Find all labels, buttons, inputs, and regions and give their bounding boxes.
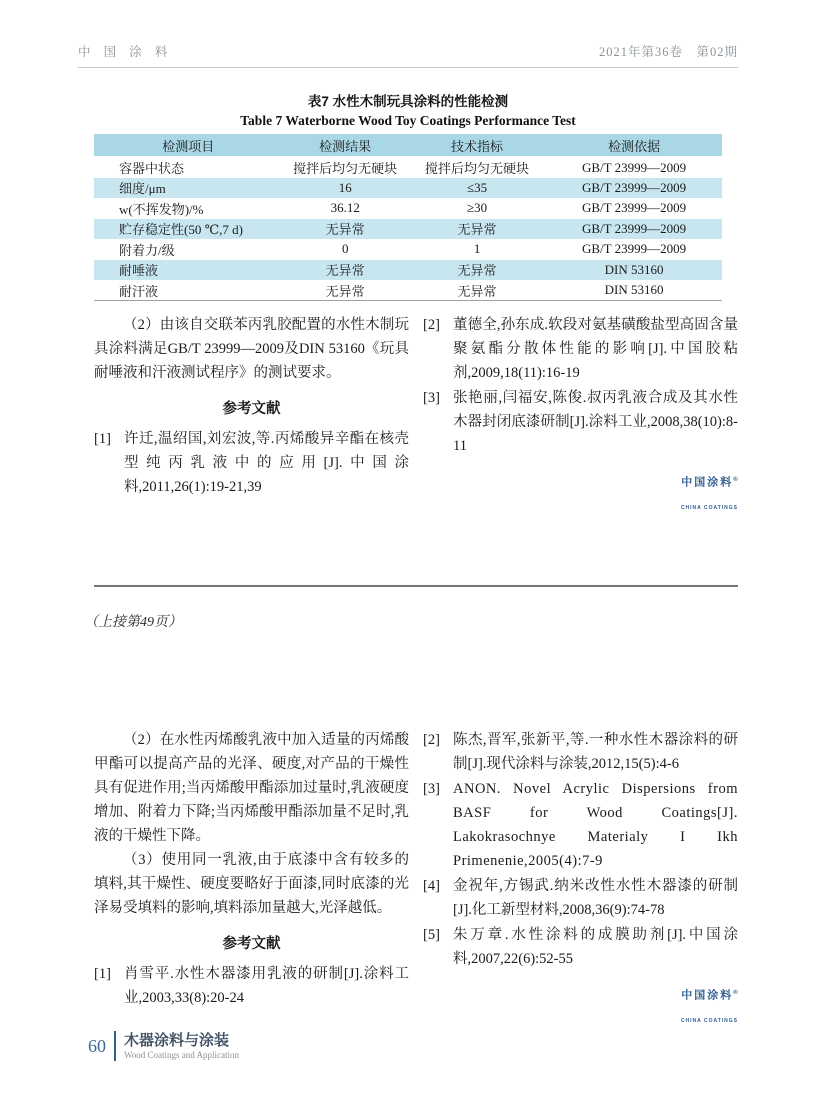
table-row bbox=[94, 239, 722, 260]
logo-text-zh: 中国涂料 bbox=[681, 989, 734, 1002]
section-bottom-right-column bbox=[423, 728, 738, 1033]
column-header: 检测依据 bbox=[546, 134, 722, 157]
references-heading: 参考文献 bbox=[222, 401, 281, 417]
reference-item bbox=[423, 923, 738, 971]
table-caption-zh: 表7 水性木制玩具涂料的性能检测 bbox=[307, 94, 509, 109]
section-top bbox=[94, 313, 738, 520]
table-cell: 无异常 bbox=[408, 280, 546, 301]
table-cell: 无异常 bbox=[325, 222, 365, 238]
reference-item bbox=[423, 313, 738, 385]
column-header: 检测结果 bbox=[282, 134, 408, 157]
footer-journal-title-zh: 木器涂料与涂装 bbox=[124, 1031, 230, 1049]
table-row bbox=[94, 157, 722, 178]
logo-text-zh: 中国涂料 bbox=[681, 476, 734, 489]
continuation-note: （上接第49页） bbox=[84, 615, 182, 630]
table-header-row bbox=[94, 134, 722, 157]
reference-text: 陈杰,晋军,张新平,等.一种水性木器涂料的研制[J].现代涂料与涂装,2012,15(5):4-6 bbox=[453, 732, 738, 772]
reference-text: 许迁,温绍国,刘宏波,等.丙烯酸异辛酯在核壳型纯丙乳液中的应用[J].中国涂料,2011,26(1):19-21,39 bbox=[124, 431, 409, 495]
registered-mark-icon: ® bbox=[733, 477, 738, 483]
reference-text: 董德全,孙东成.软段对氨基磺酸盐型高固含量聚氨酯分散体性能的影响[J].中国胶粘剂,2009,18(11):16-19 bbox=[453, 317, 738, 381]
section-top-right-column bbox=[423, 313, 738, 520]
journal-name: 中 国 涂 料 bbox=[78, 45, 173, 59]
table-cell: w(不挥发物)/% bbox=[119, 201, 204, 217]
table-cell: 无异常 bbox=[325, 263, 365, 279]
reference-number: [1] bbox=[94, 966, 111, 982]
table-row bbox=[94, 178, 722, 199]
reference-number: [1] bbox=[94, 431, 111, 447]
china-coatings-logo bbox=[423, 468, 738, 520]
table-row bbox=[94, 219, 722, 240]
table-cell: GB/T 23999—2009 bbox=[582, 200, 687, 216]
table-cell: 1 bbox=[473, 241, 481, 257]
performance-table bbox=[94, 134, 722, 301]
page-footer bbox=[88, 1031, 239, 1061]
conclusion-paragraph: （2）由该自交联苯丙乳胶配置的水性木制玩具涂料满足GB/T 23999—2009及DIN 53160《玩具耐唾液和汗液测试程序》的测试要求。 bbox=[94, 317, 409, 381]
reference-text: 张艳丽,闫福安,陈俊.叔丙乳液合成及其水性木器封闭底漆研制[J].涂料工业,2008,38(10):8-11 bbox=[453, 390, 738, 454]
section-top-left-column bbox=[94, 313, 409, 520]
table-cell: 容器中状态 bbox=[119, 161, 185, 177]
table-cell: GB/T 23999—2009 bbox=[582, 179, 687, 195]
conclusion-paragraph-2: （2）在水性丙烯酸乳液中加入适量的丙烯酸甲酯可以提高产品的光泽、硬度,对产品的干燥性具有促进作用;当丙烯酸甲酯添加过量时,乳液硬度增加、附着力下降;当丙烯酸甲酯添加量不足时,乳液的干燥性下降。 bbox=[94, 732, 409, 844]
table-cell: ≥30 bbox=[466, 200, 488, 216]
table-cell: GB/T 23999—2009 bbox=[582, 220, 687, 236]
conclusion-paragraph-3: （3）使用同一乳液,由于底漆中含有较多的填料,其干燥性、硬度要略好于面漆,同时底漆的光泽易受填料的影响,填料添加量越大,光泽越低。 bbox=[94, 852, 409, 916]
registered-mark-icon: ® bbox=[733, 990, 738, 996]
reference-text: 朱万章.水性涂料的成膜助剂[J].中国涂料,2007,22(6):52-55 bbox=[453, 927, 738, 967]
table-cell: 耐汗液 bbox=[94, 280, 282, 301]
reference-item bbox=[94, 962, 409, 1010]
table-caption-en: Table 7 Waterborne Wood Toy Coatings Performance Test bbox=[240, 113, 576, 128]
table-cell: GB/T 23999—2009 bbox=[582, 159, 687, 175]
table-cell: 细度/μm bbox=[119, 181, 166, 197]
table-row bbox=[94, 260, 722, 281]
table-cell: 36.12 bbox=[330, 200, 360, 216]
footer-divider-bar bbox=[114, 1031, 116, 1061]
performance-table-block bbox=[94, 90, 722, 301]
reference-item bbox=[423, 386, 738, 458]
reference-number: [3] bbox=[423, 781, 440, 797]
table-cell: 搅拌后均匀无硬块 bbox=[425, 161, 530, 177]
logo-text-en: CHINA COATINGS bbox=[680, 1017, 738, 1024]
reference-item bbox=[423, 777, 738, 873]
table-cell: 16 bbox=[338, 179, 352, 195]
reference-text: 金祝年,方锡武.纳米改性水性木器漆的研制[J].化工新型材料,2008,36(9):74-78 bbox=[453, 878, 738, 918]
table-cell: DIN 53160 bbox=[546, 280, 722, 301]
reference-number: [2] bbox=[423, 732, 440, 748]
reference-item bbox=[423, 728, 738, 776]
reference-item bbox=[94, 427, 409, 499]
table-cell: ≤35 bbox=[466, 179, 488, 195]
reference-number: [3] bbox=[423, 390, 440, 406]
china-coatings-logo bbox=[423, 981, 738, 1033]
reference-text: 肖雪平.水性木器漆用乳液的研制[J].涂料工业,2003,33(8):20-24 bbox=[124, 966, 409, 1006]
table-cell: GB/T 23999—2009 bbox=[582, 241, 687, 257]
page-number: 60 bbox=[88, 1035, 106, 1056]
table-cell: 无异常 bbox=[282, 280, 408, 301]
table-cell: 搅拌后均匀无硬块 bbox=[293, 161, 398, 177]
reference-item bbox=[423, 874, 738, 922]
table-cell: 0 bbox=[341, 241, 349, 257]
reference-number: [4] bbox=[423, 878, 440, 894]
reference-text: ANON. Novel Acrylic Dispersions from BASF for Wood Coatings[J]. Lakokrasochnye Materialy I Ikh Primenenie,2005(4):7-9 bbox=[453, 781, 738, 869]
table-cell: DIN 53160 bbox=[604, 261, 664, 277]
column-header: 技术指标 bbox=[408, 134, 546, 157]
section-divider bbox=[94, 585, 738, 587]
column-header: 检测项目 bbox=[94, 134, 282, 157]
table-cell: 耐唾液 bbox=[119, 263, 159, 279]
section-bottom bbox=[94, 728, 738, 1033]
references-heading: 参考文献 bbox=[222, 936, 281, 952]
table-row bbox=[94, 198, 722, 219]
reference-number: [5] bbox=[423, 927, 440, 943]
table-cell: 无异常 bbox=[457, 222, 497, 238]
table-row bbox=[94, 280, 722, 301]
running-head bbox=[78, 42, 738, 68]
table-cell: 附着力/级 bbox=[119, 242, 175, 258]
reference-number: [2] bbox=[423, 317, 440, 333]
table-cell: 无异常 bbox=[457, 263, 497, 279]
logo-text-en: CHINA COATINGS bbox=[680, 504, 738, 511]
issue-info: 2021年第36卷 第02期 bbox=[598, 45, 738, 59]
footer-journal-title-en: Wood Coatings and Application bbox=[124, 1049, 240, 1060]
table-cell: 贮存稳定性(50 ℃,7 d) bbox=[119, 222, 243, 238]
section-bottom-left-column bbox=[94, 728, 409, 1033]
